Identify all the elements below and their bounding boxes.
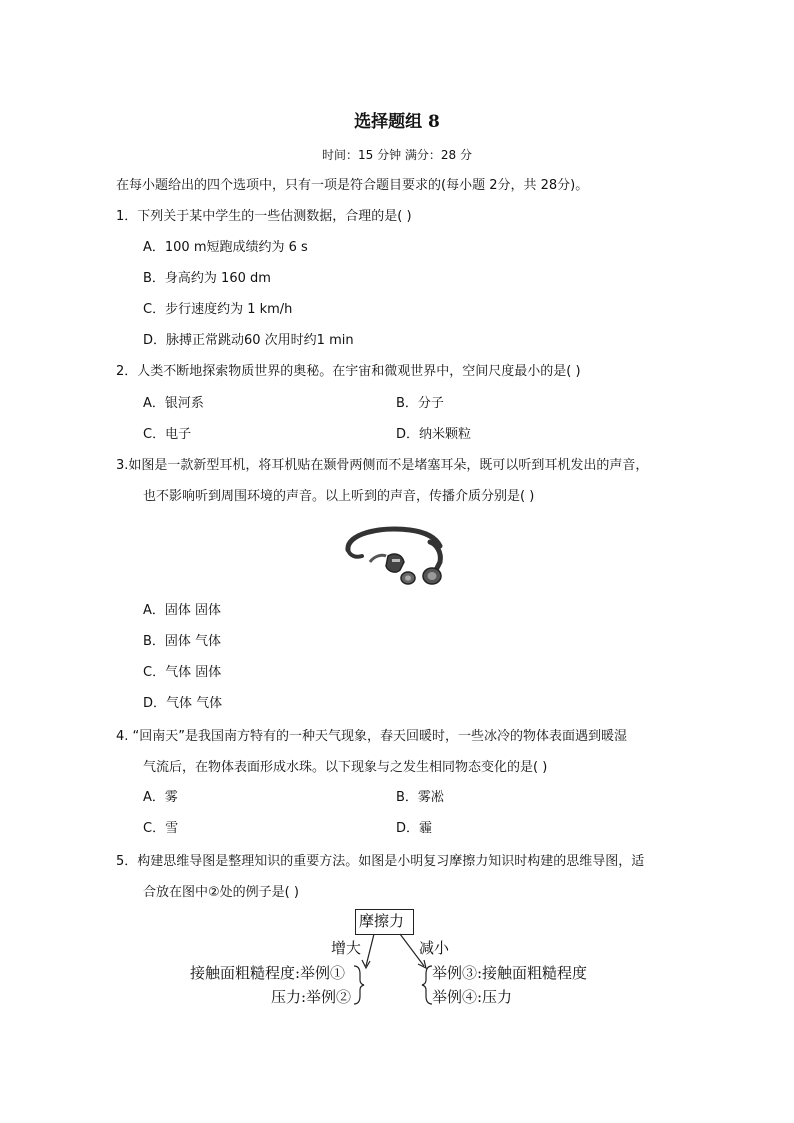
exam-info: 时间：15 分钟 满分：28 分 — [322, 148, 472, 162]
question-1-stem: 1．下列关于某中学生的一些估测数据，合理的是( ) — [116, 209, 412, 224]
question-4-option-d: D．霾 — [396, 821, 433, 836]
question-1-option-b: B．身高约为 160 dm — [143, 271, 271, 286]
mindmap-branch-increase: 增大 — [331, 939, 362, 957]
mindmap-branch-decrease: 减小 — [419, 939, 450, 957]
question-5-stem-line2: 合放在图中②处的例子是( ) — [143, 885, 299, 900]
question-3-option-c: C．气体 固体 — [143, 665, 222, 680]
question-1-option-c: C．步行速度约为 1 km/h — [143, 302, 293, 317]
question-2-option-d: D．纳米颗粒 — [396, 427, 472, 442]
question-4-stem-line1: 4. “回南天”是我国南方特有的一种天气现象，春天回暖时，一些冰冷的物体表面遇到暖湿 — [116, 729, 628, 744]
question-3-option-a: A．固体 固体 — [143, 603, 222, 618]
mindmap-left-item-1: 接触面粗糙程度:举例① — [190, 964, 346, 982]
earphone-image — [340, 522, 450, 588]
question-1-option-a: A．100 m短跑成绩约为 6 s — [143, 240, 308, 255]
question-4-stem-line2: 气流后，在物体表面形成水珠。以下现象与之发生相同物态变化的是( ) — [143, 760, 548, 775]
question-3-stem-line1: 3.如图是一款新型耳机，将耳机贴在颞骨两侧而不是堵塞耳朵，既可以听到耳机发出的声音， — [116, 458, 649, 473]
question-2-option-a: A．银河系 — [143, 396, 204, 411]
question-5-stem-line1: 5．构建思维导图是整理知识的重要方法。如图是小明复习摩擦力知识时构建的思维导图，适 — [116, 854, 645, 869]
instruction: 在每小题给出的四个选项中，只有一项是符合题目要求的(每小题 2分，共 28分)。 — [116, 178, 589, 193]
mindmap-root: 摩擦力 — [359, 912, 405, 930]
mindmap-left-item-2: 压力:举例② — [271, 988, 352, 1006]
question-4-option-a: A．雾 — [143, 790, 178, 805]
question-4-option-b: B．雾凇 — [396, 790, 444, 805]
mindmap-right-item-1: 举例③:接触面粗糙程度 — [432, 964, 588, 982]
question-2-stem: 2．人类不断地探索物质世界的奥秘。在宇宙和微观世界中，空间尺度最小的是( ) — [116, 364, 581, 379]
question-3-stem-line2: 也不影响听到周围环境的声音。以上听到的声音，传播介质分别是( ) — [143, 489, 535, 504]
question-4-option-c: C．雪 — [143, 821, 179, 836]
page-title: 选择题组 8 — [354, 112, 440, 132]
question-3-option-d: D．气体 气体 — [143, 696, 223, 711]
question-2-option-c: C．电子 — [143, 427, 192, 442]
mindmap-right-item-2: 举例④:压力 — [432, 988, 513, 1006]
question-1-option-d: D．脉搏正常跳动60 次用时约1 min — [143, 333, 354, 348]
mindmap-connectors — [340, 930, 440, 1010]
question-2-option-b: B．分子 — [396, 396, 444, 411]
question-3-option-b: B．固体 气体 — [143, 634, 222, 649]
